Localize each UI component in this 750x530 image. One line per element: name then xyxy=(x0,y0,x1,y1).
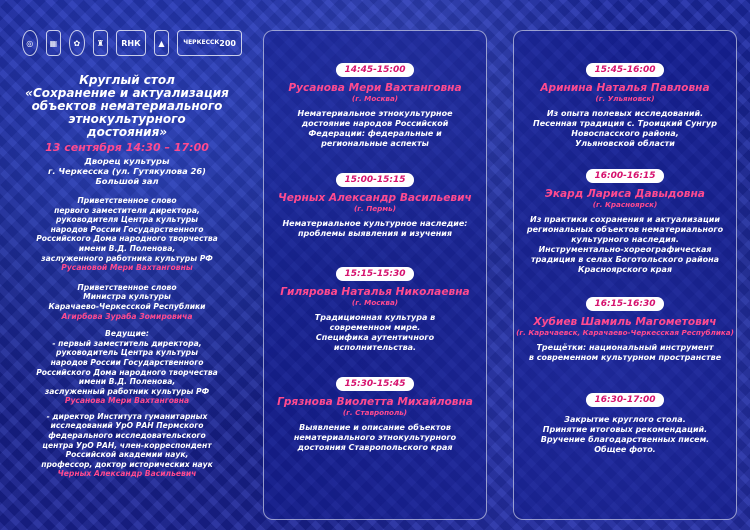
desc-line: достояние народов Российской xyxy=(301,119,449,128)
host-line: профессор, доктор исторических наук xyxy=(41,459,213,469)
desc-line: Нематериальное культурное наследие: xyxy=(282,219,468,228)
greeting-line: первого заместителя директора, xyxy=(54,205,200,215)
speaker-name: Аринина Наталья Павловна xyxy=(540,82,710,94)
host-line: руководитель Центра культуры xyxy=(56,348,198,358)
desc-line: Из опыта полевых исследований. xyxy=(546,109,704,118)
speaker-name: Грязнова Виолетта Михайловна xyxy=(277,396,473,408)
speaker-city: (г. Ставрополь) xyxy=(342,408,408,417)
event-venue xyxy=(16,156,238,186)
speaker-name: Хубиев Шамиль Магометович xyxy=(533,316,717,328)
palace-logo-icon: ♜ xyxy=(93,30,109,56)
talk-description xyxy=(264,423,486,453)
speaker-city: (г. Ульяновск) xyxy=(595,94,655,103)
host-line: федерального исследовательского xyxy=(48,431,206,441)
greeting-line: Приветственное слово xyxy=(77,282,177,292)
ministry-emblem-icon: ◎ xyxy=(22,30,38,56)
session-time: 15:45-16:00 xyxy=(586,63,663,77)
desc-line: проблемы выявления и изучения xyxy=(297,229,453,238)
session-time: 16:15-16:30 xyxy=(586,297,663,311)
host-line: - директор Института гуманитарных xyxy=(46,411,208,421)
desc-line: Нематериальное этнокультурное xyxy=(297,109,453,118)
host-line: исследований УрО РАН Пермского xyxy=(50,421,204,431)
desc-line: Выявление и описание объектов xyxy=(299,423,451,432)
desc-line: достояния Ставропольского края xyxy=(297,443,453,452)
session-1500 xyxy=(264,167,486,239)
desc-line: современном мире. xyxy=(329,323,421,332)
desc-line: Специфика аутентичного xyxy=(315,333,435,342)
greeting-line: Карачаево-Черкесской Республики xyxy=(48,301,206,311)
title-line: Круглый стол xyxy=(79,73,175,87)
year-logo-icon: ▲ xyxy=(154,30,170,56)
host-name: Русанова Мери Вахтанговна xyxy=(64,396,190,406)
talk-description xyxy=(264,313,486,353)
session-time: 15:15-15:30 xyxy=(336,267,413,281)
cherkessk-200-logo xyxy=(177,30,242,56)
cherkessk-logo-years: 200 xyxy=(219,38,236,48)
hosts-title: Ведущие: xyxy=(105,329,149,339)
session-time: 15:00-15:15 xyxy=(336,173,413,187)
desc-line: Федерации: федеральные и xyxy=(308,129,442,138)
speaker-name: Русанова Мери Вахтанговна xyxy=(288,82,462,94)
hosts-section xyxy=(16,329,238,479)
event-title xyxy=(16,74,238,139)
greeting-line: народов России Государственного xyxy=(50,224,204,234)
talk-description xyxy=(264,109,486,149)
speaker-city: (г. Москва) xyxy=(351,94,399,103)
host-line: имени В.Д. Поленова, xyxy=(78,377,176,387)
venue-line: Дворец культуры xyxy=(84,156,170,166)
host-line: Российской академии наук, xyxy=(65,450,189,460)
session-time: 16:30-17:00 xyxy=(586,393,663,407)
desc-line: нематериального этнокультурного xyxy=(293,433,457,442)
culture-center-logo-icon: ✿ xyxy=(69,30,85,56)
desc-line: Трещётки: национальный инструмент xyxy=(536,343,714,352)
speaker-city: (г. Карачаевск, Карачаево-Черкесская Республика) xyxy=(516,328,734,337)
greeting-line: руководителя Центра культуры xyxy=(55,215,199,225)
greeting-line: имени В.Д. Поленова, xyxy=(78,243,176,253)
cherkessk-logo-city: ЧЕРКЕССК xyxy=(183,39,220,46)
dnt-logo-icon: ▦ xyxy=(46,30,62,56)
desc-line: исполнительства. xyxy=(333,343,417,352)
greeting-line: заслуженного работника культуры РФ xyxy=(41,253,213,263)
talk-description xyxy=(264,219,486,239)
closing-description xyxy=(514,415,736,455)
host-name: Черных Александр Васильевич xyxy=(57,469,197,479)
session-time: 15:30-15:45 xyxy=(336,377,413,391)
speaker-name: Экард Лариса Давыдовна xyxy=(545,188,705,200)
session-time: 16:00-16:15 xyxy=(586,169,663,183)
title-line: «Сохранение и актуализация xyxy=(25,86,229,100)
session-1615 xyxy=(514,291,736,363)
talk-description xyxy=(514,109,736,149)
greeting-name: Русановой Мери Вахтанговны xyxy=(61,263,193,273)
partner-logos xyxy=(22,28,242,58)
title-line: этнокультурного xyxy=(68,112,186,126)
speaker-name: Гилярова Наталья Николаевна xyxy=(280,286,470,298)
desc-line: региональные аспекты xyxy=(321,139,429,148)
desc-line: Общее фото. xyxy=(594,445,656,454)
event-date: 13 сентября 14:30 – 17:00 xyxy=(45,141,209,154)
greeting-line: Министра культуры xyxy=(83,292,171,302)
host-line: - первый заместитель директора, xyxy=(52,338,202,348)
speaker-city: (г. Пермь) xyxy=(353,204,396,213)
session-1630 xyxy=(514,387,736,455)
greeting-2 xyxy=(16,283,238,321)
desc-line: региональных объектов нематериального xyxy=(526,225,724,234)
desc-line: Новоспасского района, xyxy=(571,129,679,138)
host-line: центра УрО РАН, член-корреспондент xyxy=(42,440,212,450)
greeting-line: Приветственное слово xyxy=(77,196,177,205)
session-1445 xyxy=(264,57,486,149)
greeting-name: Агирбова Зураба Зомировича xyxy=(61,311,193,321)
session-1600 xyxy=(514,163,736,275)
greeting-1 xyxy=(16,196,238,273)
desc-line: Закрытие круглого стола. xyxy=(564,415,686,424)
speaker-city: (г. Москва) xyxy=(351,298,399,307)
title-line: достояния» xyxy=(86,125,168,139)
desc-line: в современном культурном пространстве xyxy=(528,353,722,362)
desc-line: Принятие итоговых рекомендаций. xyxy=(542,425,708,434)
desc-line: Инструментально-хореографическая xyxy=(538,245,712,254)
venue-line: г. Черкесска (ул. Гутякулова 26) xyxy=(48,166,206,176)
desc-line: Вручение благодарственных писем. xyxy=(540,435,710,444)
talk-description xyxy=(514,343,736,363)
speaker-city: (г. Красноярск) xyxy=(592,200,658,209)
host-line: народов России Государственного xyxy=(50,357,204,367)
desc-line: Песенная традиция с. Троицкий Сунгур xyxy=(533,119,717,128)
left-intro xyxy=(16,74,238,479)
venue-line: Большой зал xyxy=(95,176,159,186)
session-time: 14:45-15:00 xyxy=(336,63,413,77)
speaker-name: Черных Александр Васильевич xyxy=(278,192,472,204)
host-line: заслуженный работник культуры РФ xyxy=(44,386,210,396)
title-line: объектов нематериального xyxy=(31,99,223,113)
desc-line: Традиционная культура в xyxy=(314,313,436,322)
session-1530 xyxy=(264,371,486,453)
desc-line: традиция в селах Боготольского района xyxy=(530,255,720,264)
greeting-line: Российского Дома народного творчества xyxy=(36,234,218,244)
desc-line: Красноярского края xyxy=(577,265,673,274)
program-column-1 xyxy=(263,30,487,520)
session-1515 xyxy=(264,261,486,353)
desc-line: культурного наследия. xyxy=(571,235,679,244)
host-line: Российского Дома народного творчества xyxy=(36,367,218,377)
desc-line: Из практики сохранения и актуализации xyxy=(530,215,720,224)
program-column-2 xyxy=(513,30,737,520)
rnk-logo: RНК xyxy=(116,30,145,56)
desc-line: Ульяновской области xyxy=(575,139,675,148)
talk-description xyxy=(514,215,736,275)
session-1545 xyxy=(514,57,736,149)
